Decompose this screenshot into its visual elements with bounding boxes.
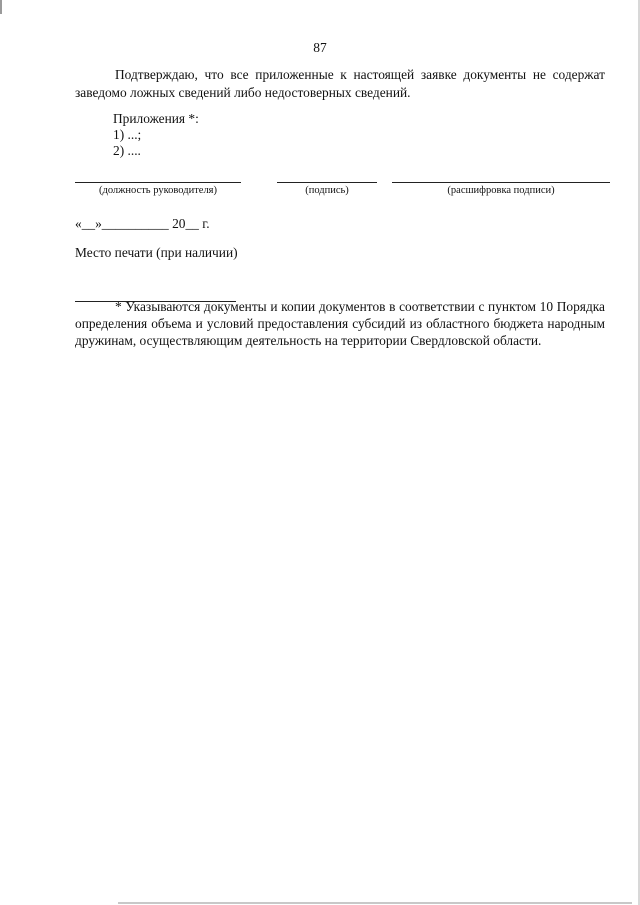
attachments-block [113,111,199,159]
attachments-heading: Приложения *: [113,111,199,126]
page-number: 87 [313,40,327,55]
footnote: * Указываются документы и копии документов в соответствии с пунктом 10 Порядка определения объема и условий предоставления субсидий из областного бюджета народным дружинам, осуществляющим деятельность на территории Свердловской области. [75,299,605,348]
position-signature-line [75,182,241,183]
stamp-place: Место печати (при наличии) [75,245,238,260]
scan-artifact-left [0,0,2,14]
signature-line [277,182,377,183]
confirmation-paragraph: Подтверждаю, что все приложенные к настоящей заявке документы не содержат заведомо ложных сведений либо недостоверных сведений. [75,67,605,100]
attachment-item: 1) ...; [113,127,142,142]
attachment-item: 2) .... [113,143,141,158]
date-line: «__»__________ 20__ г. [75,216,210,231]
decoding-signature-line [392,182,610,183]
decoding-caption: (расшифровка подписи) [447,185,555,196]
position-caption: (должность руководителя) [98,185,218,196]
scan-artifact-bottom [118,902,632,904]
signature-caption: (подпись) [305,185,349,196]
